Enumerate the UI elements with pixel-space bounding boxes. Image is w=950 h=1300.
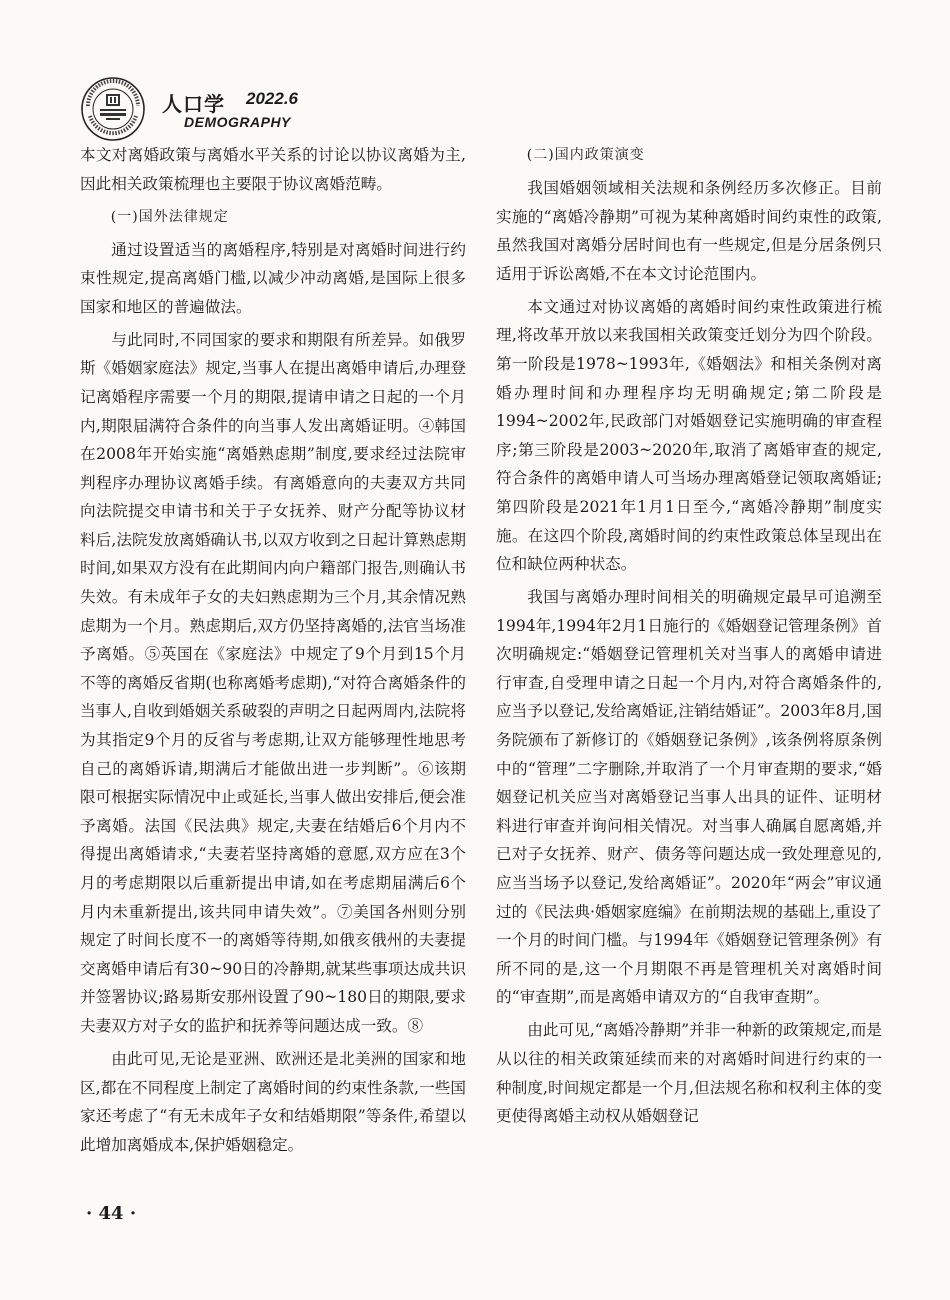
paragraph: 我国婚姻领域相关法规和条例经历多次修正。目前实施的“离婚冷静期”可视为某种离婚时间约束性的政策,虽然我国对离婚分居时间也有一些规定,但是分居条例只适用于诉讼离婚,不在本文讨论范围内。	[496, 178, 882, 283]
journal-title-cn: 人口学	[162, 92, 225, 116]
paragraph: 本文对离婚政策与离婚水平关系的讨论以协议离婚为主,因此相关政策梳理也主要限于协议离婚范畴。	[80, 146, 466, 193]
issue-number: 2022.6	[246, 89, 298, 108]
page-number: · 44 ·	[86, 1203, 137, 1224]
section-heading: (二)国内政策演变	[526, 147, 645, 163]
paragraph: 通过设置适当的离婚程序,特别是对离婚时间进行约束性规定,提高离婚门槛,以减少冲动离婚,是国际上很多国家和地区的普遍做法。	[80, 240, 466, 316]
paragraph: 我国与离婚办理时间相关的明确规定最早可追溯至1994年,1994年2月1日施行的《婚姻登记管理条例》首次明确规定:“婚姻登记管理机关对当事人的离婚申请进行审查,自受理申请之日起一个月内,对符合离婚条件的,应当予以登记,发给离婚证,注销结婚证”。2003年8月,国务院颁布了新修订的《婚姻登记条例》,该条例将原条例中的“管理”二字删除,并取消了一个月审查期的要求,“婚姻登记机关应当对离婚登记当事人出具的证件、证明材料进行审查并询问相关情况。对当事人确属自愿离婚,并已对子女抚养、财产、债务等问题达成一致处理意见的,应当当场予以登记,发给离婚证”。2020年“两会”审议通过的《民法典·婚姻家庭编》在前期法规的基础上,重设了一个月的时间门槛。与1994年《婚姻登记管理条例》有所不同的是,这一个月期限不再是管理机关对离婚时间的“审查期”,而是离婚申请双方的“自我审查期”。	[496, 588, 882, 1007]
journal-title-en: DEMOGRAPHY	[184, 114, 291, 130]
journal-header	[80, 76, 500, 142]
paragraph: 与此同时,不同国家的要求和期限有所差异。如俄罗斯《婚姻家庭法》规定,当事人在提出离婚申请后,办理登记离婚程序需要一个月的期限,提请申请之日起的一个月内,期限届满符合条件的向当事人发出离婚证明。④韩国在2008年开始实施“离婚熟虑期”制度,要求经过法院审判程序办理协议离婚手续。有离婚意向的夫妻双方共同向法院提交申请书和关于子女抚养、财产分配等协议材料后,法院发放离婚确认书,以双方收到之日起计算熟虑期时间,如果双方没有在此期间内向户籍部门报告,则确认书失效。有未成年子女的夫妇熟虑期为三个月,其余情况熟虑期为一个月。熟虑期后,双方仍坚持离婚的,法官当场准予离婚。⑤英国在《家庭法》中规定了9个月到15个月不等的离婚反省期(也称离婚考虑期),“对符合离婚条件的当事人,自收到婚姻关系破裂的声明之日起两周内,法院将为其指定9个月的反省与考虑期,让双方能够理性地思考自己的离婚诉请,期满后才能做出进一步判断”。⑥该期限可根据实际情况中止或延长,当事人做出安排后,便会准予离婚。法国《民法典》规定,夫妻在结婚后6个月内不得提出离婚请求,“夫妻若坚持离婚的意愿,双方应在3个月的考虑期限以后重新提出申请,如在考虑期届满后6个月内未重新提出,该共同申请失效”。⑦美国各州则分别规定了时间长度不一的离婚等待期,如俄亥俄州的夫妻提交离婚申请后有30~90日的冷静期,就某些事项达成共识并签署协议;路易斯安那州设置了90~180日的期限,要求夫妻双方对子女的监护和抚养等问题达成一致。⑧	[80, 330, 466, 1035]
left-column	[80, 141, 466, 1164]
right-column	[496, 141, 882, 1135]
section-heading: (一)国外法律规定	[110, 208, 229, 225]
paragraph: 由此可见,“离婚冷静期”并非一种新的政策规定,而是从以往的相关政策延续而来的对离婚时间进行约束的一种制度,时间规定都是一个月,但法规名称和权利主体的变更使得离婚主动权从婚姻登记	[496, 1021, 882, 1126]
paragraph: 由此可见,无论是亚洲、欧洲还是北美洲的国家和地区,都在不同程度上制定了离婚时间的约束性条款,一些国家还考虑了“有无未成年子女和结婚期限”等条件,希望以此增加离婚成本,保护婚姻稳定。	[80, 1049, 466, 1154]
journal-seal-logo	[80, 76, 146, 142]
paragraph: 本文通过对协议离婚的离婚时间约束性政策进行梳理,将改革开放以来我国相关政策变迁划分为四个阶段。第一阶段是1978~1993年,《婚姻法》和相关条例对离婚办理时间和办理程序均无明确规定;第二阶段是1994~2002年,民政部门对婚姻登记实施明确的审查程序;第三阶段是2003~2020年,取消了离婚审查的规定,符合条件的离婚申请人可当场办理离婚登记领取离婚证;第四阶段是2021年1月1日至今,“离婚冷静期”制度实施。在这四个阶段,离婚时间的约束性政策总体呈现出在位和缺位两种状态。	[496, 297, 882, 574]
